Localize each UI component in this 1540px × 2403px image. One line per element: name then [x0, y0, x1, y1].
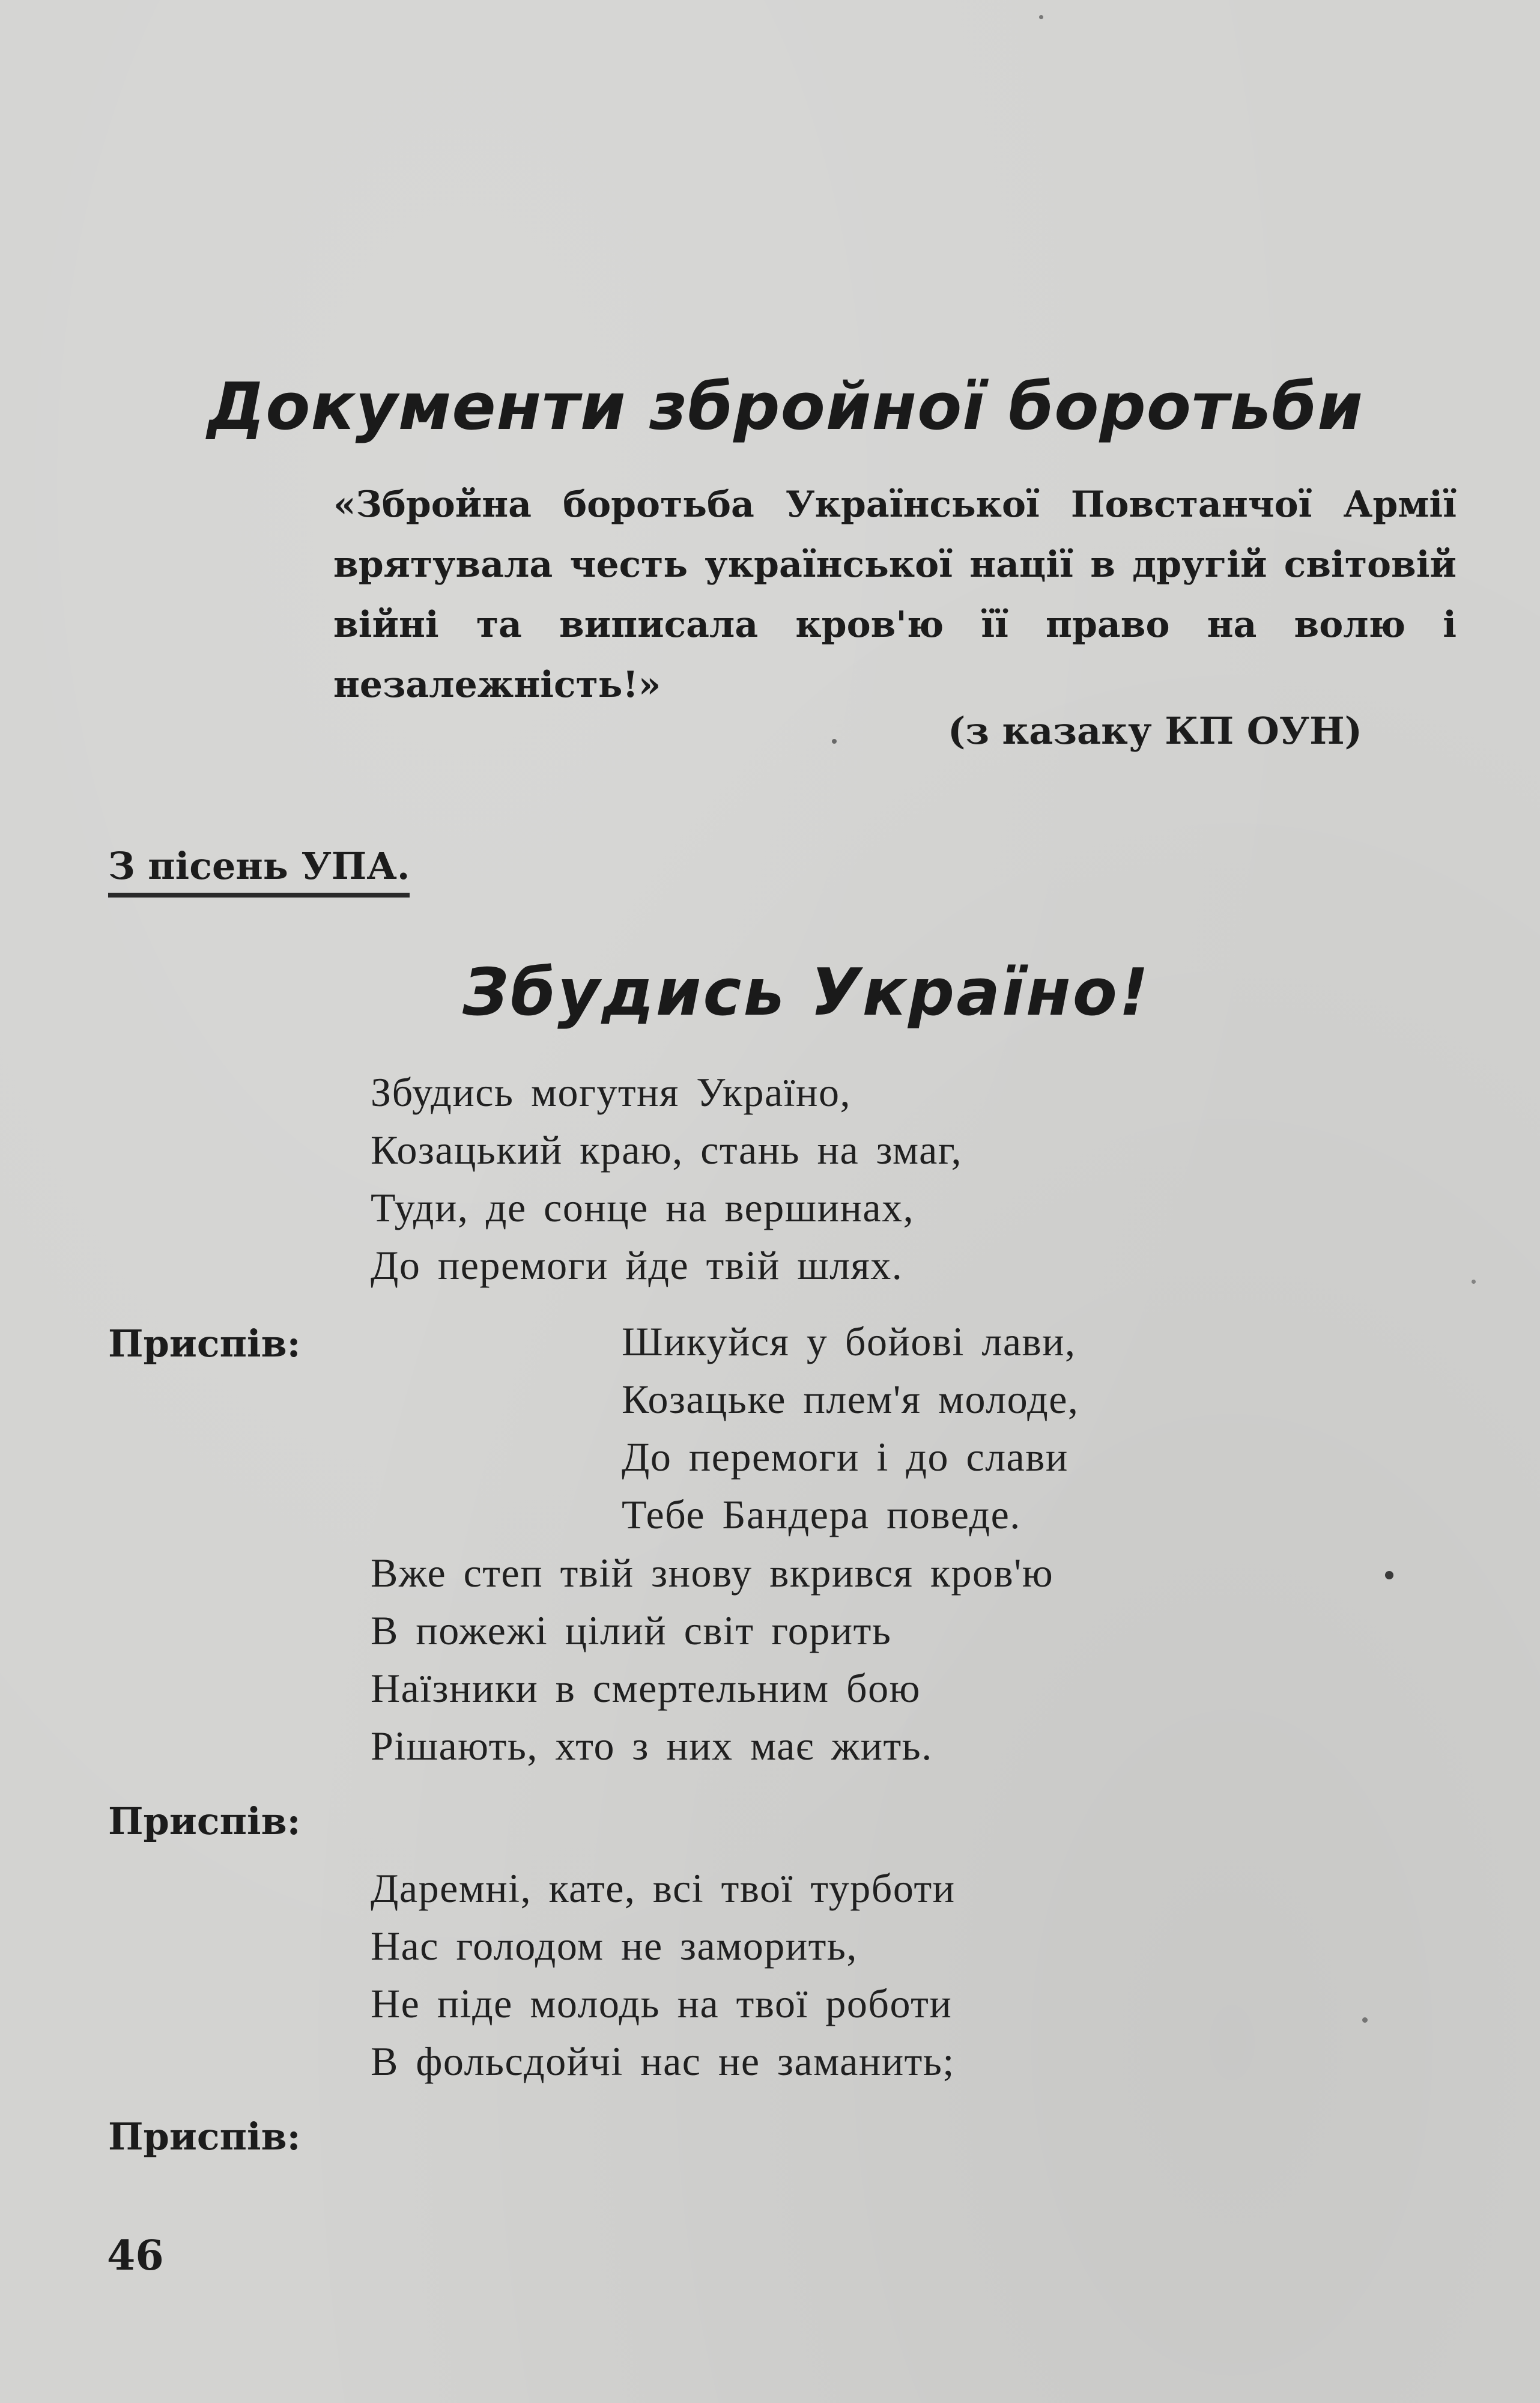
paper-speck [1039, 15, 1043, 19]
refrain-label: Приспів: [108, 2115, 301, 2158]
page-number: 46 [107, 2232, 164, 2280]
verse-line: Нас голодом не заморить, [371, 1923, 858, 1969]
verse-line: Козацький краю, стань на змаг, [371, 1127, 963, 1173]
verse-line: До перемоги йде твій шлях. [371, 1242, 903, 1288]
verse-line: В фольсдойчі нас не заманить; [371, 2038, 955, 2084]
song-title: Збудись Україно! [462, 955, 1151, 1030]
verse-1 [371, 1063, 962, 1294]
refrain-line: До перемоги і до слави [622, 1434, 1069, 1480]
refrain-label: Приспів: [108, 1322, 301, 1366]
verse-line: Не піде молодь на твої роботи [371, 1981, 953, 2026]
verse-line: Вже степ твій знову вкрився кров'ю [371, 1550, 1054, 1596]
verse-line: Туди, де сонце на вершинах, [371, 1185, 915, 1230]
verse-line: Збудись могутня Україно, [371, 1069, 851, 1115]
epigraph-quote: «Збройна боротьба Української Повстанчої Армії врятувала честь української нації в другій світовій війні та виписала кров'ю її право на волю і незалежність!» [333, 484, 1457, 706]
verse-line: Даремні, кате, всі твої турботи [371, 1865, 956, 1911]
paper-speck [1472, 1280, 1476, 1284]
paper-speck [1385, 1571, 1393, 1579]
refrain-line: Шикуйся у бойові лави, [622, 1319, 1076, 1364]
paper-speck [832, 739, 837, 744]
verse-line: Рішають, хто з них має жить. [371, 1723, 933, 1769]
verse-line: В пожежі цілий світ горить [371, 1608, 892, 1653]
section-heading: З пісень УПА. [108, 844, 410, 898]
verse-line: Наїзники в смертельним бою [371, 1665, 921, 1711]
verse-3 [371, 1859, 956, 2090]
verse-2 [371, 1544, 1053, 1775]
refrain [622, 1313, 1079, 1543]
refrain-line: Тебе Бандера поведе. [622, 1492, 1021, 1537]
refrain-line: Козацьке плем'я молоде, [622, 1376, 1079, 1422]
paper-speck [1362, 2017, 1368, 2023]
refrain-label: Приспів: [108, 1799, 301, 1843]
epigraph-source: (з казаку КП ОУН) [948, 709, 1362, 753]
page-title: Документи збройної боротьби [207, 369, 1363, 445]
